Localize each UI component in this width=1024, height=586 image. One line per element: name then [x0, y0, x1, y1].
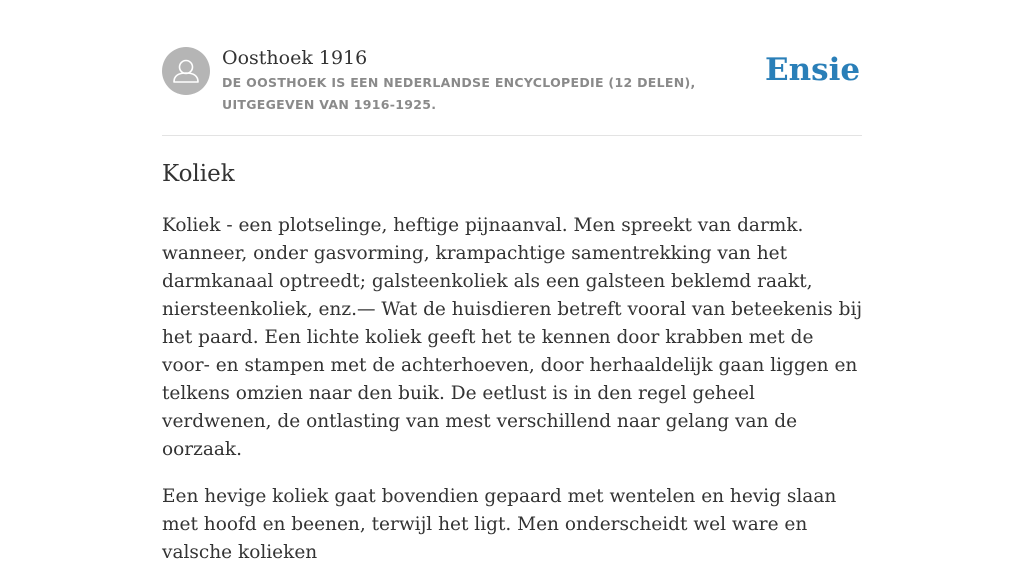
entry-body — [162, 212, 864, 586]
entry-title: Koliek — [162, 161, 235, 187]
brand-logo[interactable]: Ensie — [765, 52, 861, 88]
user-icon — [162, 47, 210, 95]
source-title[interactable]: Oosthoek 1916 — [222, 47, 368, 69]
entry-paragraph: Een hevige koliek gaat bovendien gepaard met wentelen en hevig slaan met hoofd en beenen, terwijl het ligt. Men onderscheidt wel ware en valsche kolieken — [162, 486, 837, 563]
source-header — [162, 46, 862, 136]
entry-paragraph: Koliek - een plotselinge, heftige pijnaanval. Men spreekt van darmk. wanneer, onder gasvorming, krampachtige samentrekking van het darmkanaal optreedt; galsteenkoliek als een galsteen beklemd raakt, niersteenkoliek, enz.— Wat de huisdieren betreft vooral van beteekenis bij het paard. Een lichte koliek geeft het te kennen door krabben met de voor- en stampen met de achterhoeven, door herhaaldelijk gaan liggen en telkens omzien naar den buik. De eetlust is in den regel geheel verdwenen, de ontlasting van mest verschillend naar gelang van de oorzaak. — [162, 215, 863, 460]
header-divider — [162, 135, 862, 136]
avatar[interactable] — [162, 47, 210, 95]
source-description: DE OOSTHOEK IS EEN NEDERLANDSE ENCYCLOPEDIE (12 DELEN), UITGEGEVEN VAN 1916-1925. — [222, 75, 696, 112]
